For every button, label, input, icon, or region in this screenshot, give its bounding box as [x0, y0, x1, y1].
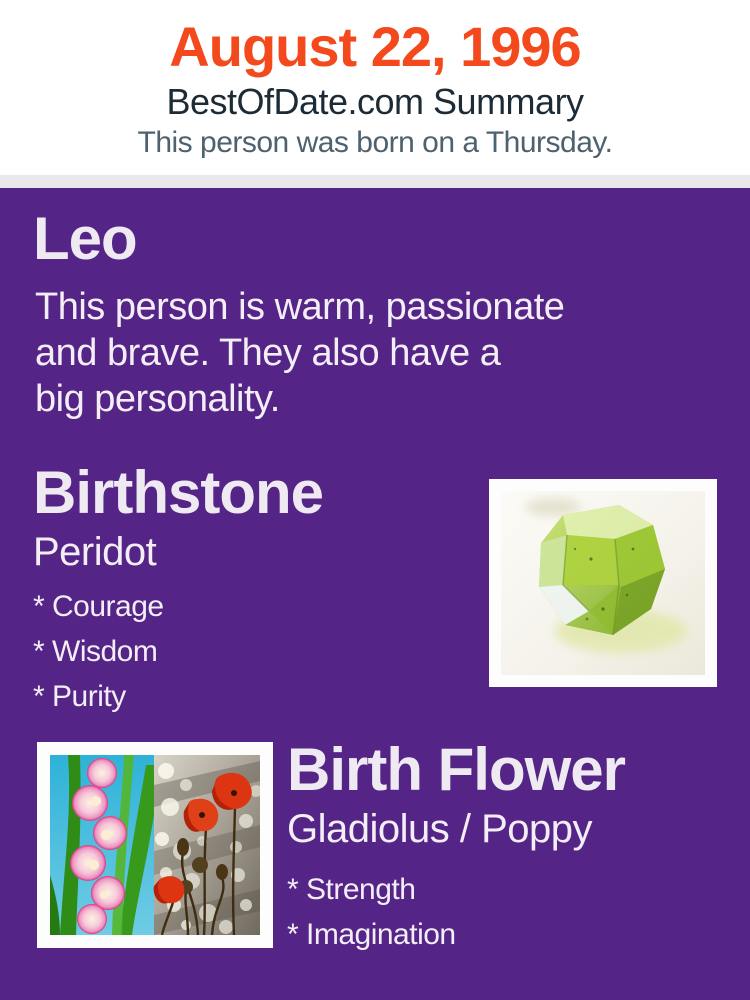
birthstone-trait: * Wisdom [33, 635, 158, 668]
zodiac-description-line: big personality. [35, 378, 280, 420]
birth-flower-trait: * Strength [287, 873, 416, 906]
header [0, 0, 750, 175]
birthstone-photo [489, 479, 717, 687]
date-title: August 22, 1996 [169, 15, 581, 78]
weekday-line: This person was born on a Thursday. [137, 126, 613, 159]
zodiac-description-line: and brave. They also have a [35, 332, 501, 374]
birth-flower-photo [37, 742, 273, 948]
gladiolus-poppy-illustration [50, 755, 260, 935]
zodiac-sign-heading: Leo [33, 205, 137, 272]
zodiac-description-line: This person is warm, passionate [35, 286, 565, 328]
peridot-gem-illustration [501, 491, 705, 675]
birth-flower-heading: Birth Flower [287, 736, 626, 803]
birth-flower-section [287, 737, 625, 957]
birth-flower-trait: * Imagination [287, 918, 456, 951]
birthstone-trait: * Purity [33, 680, 126, 713]
birthstone-name: Peridot [33, 530, 157, 574]
birthstone-heading: Birthstone [33, 459, 323, 526]
birth-flower-name: Gladiolus / Poppy [287, 807, 593, 851]
site-summary-title: BestOfDate.com Summary [166, 81, 584, 122]
header-divider [0, 175, 750, 188]
birth-flower-trait-list [287, 867, 625, 957]
zodiac-description [35, 284, 564, 422]
birthstone-trait-list [33, 584, 323, 719]
birthstone-section [33, 460, 323, 719]
summary-body [0, 188, 750, 1000]
birthstone-trait: * Courage [33, 590, 164, 623]
